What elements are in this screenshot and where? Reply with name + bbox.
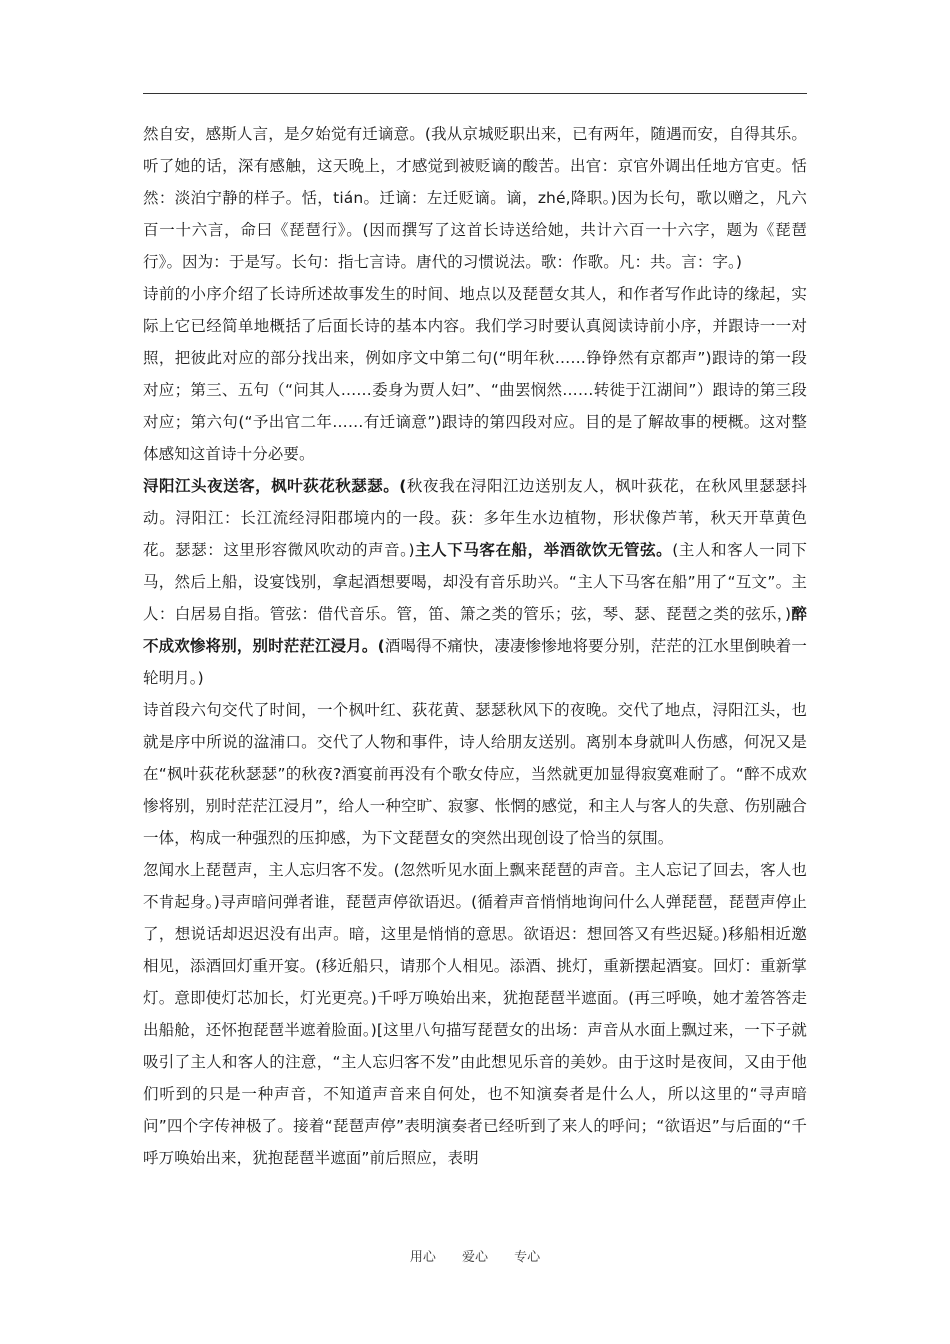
footer-word: 爱心 [461,1250,488,1265]
poem-line: 主人下马客在船，举酒欲饮无管弦。 [414,541,673,559]
document-body [143,118,807,1174]
text-segment: 诗首段六句交代了时间，一个枫叶红、荻花黄、瑟瑟秋风下的夜晚。交代了地点，浔阳江头，也就是序中所说的湓浦口。交代了人物和事件，诗人给朋友送别。离别本身就叫人伤感，何况又是在“枫叶荻花秋瑟瑟”的秋夜?酒宴前再没有个歌女侍应，当然就更加显得寂寞难耐了。“醉不成欢惨将别，别时茫茫江浸月”，给人一种空旷、寂寥、怅惘的感觉，和主人与客人的失意、伤别融合一体，构成一种强烈的压抑感，为下文琵琶女的突然出现创设了恰当的氛围。 [143,701,807,847]
paragraph [143,694,807,854]
page-footer [0,1246,950,1265]
text-segment: 酒喝得不痛快，凄凄惨惨地将要分别，茫茫的江水里倒映着一轮明月。) [143,637,808,687]
poem-line: 浔阳江头夜送客，枫叶荻花秋瑟瑟。( [143,477,407,495]
text-segment: 忽闻水上琵琶声，主人忘归客不发。(忽然听见水面上飘来琵琶的声音。主人忘记了回去，客人也不肯起身。)寻声暗问弹者谁，琵琶声停欲语迟。(循着声音悄悄地询问什么人弹琵琶，琵琶声停止了，想说话却迟迟没有出声。暗，这里是悄悄的意思。欲语迟：想回答又有些迟疑。)移船相近邀相见，添酒回灯重开宴。(移近船只，请那个人相见。添酒、挑灯，重新摆起酒宴。回灯：重新掌灯。意即使灯芯加长，灯光更亮。)千呼万唤始出来，犹抱琵琶半遮面。(再三呼唤，她才羞答答走出船舱，还怀抱琵琶半遮着脸面。)[这里八句描写琵琶女的出场：声音从水面上飘过来，一下子就吸引了主人和客人的注意，“主人忘归客不发”由此想见乐音的美妙。由于这时是夜间，又由于他们听到的只是一种声音，不知道声音来自何处，也不知演奏者是什么人，所以这里的“寻声暗问”四个字传神极了。接着“琵琶声停”表明演奏者已经听到了来人的呼问；“欲语迟”与后面的“千呼万唤始出来，犹抱琵琶半遮面”前后照应，表明 [143,861,807,1167]
text-segment: 秋夜我在浔阳江边送别友人，枫叶荻花，在秋风里瑟瑟抖动。浔阳江：长江流经浔阳郡境内的一段。荻：多年生水边植物，形状像芦苇，秋天开草黄色花。瑟瑟：这里形容微风吹动的声音。) [143,477,807,559]
paragraph [143,470,807,694]
paragraph [143,854,807,1174]
text-segment: 诗前的小序介绍了长诗所述故事发生的时间、地点以及琵琶女其人，和作者写作此诗的缘起，实际上它已经简单地概括了后面长诗的基本内容。我们学习时要认真阅读诗前小序，并跟诗一一对照，把彼此对应的部分找出来，例如序文中第二句(“明年秋……铮铮然有京都声”)跟诗的第一段对应；第三、五句（“问其人……委身为贾人妇”、“曲罢悯然……转徙于江湖间”）跟诗的第三段对应；第六句(“予出官二年……有迁谪意”)跟诗的第四段对应。目的是了解故事的梗概。这对整体感知这首诗十分必要。 [143,285,807,463]
header-rule [143,93,807,94]
poem-line: 醉不成欢惨将别，别时茫茫江浸月。( [143,605,808,655]
paragraph [143,118,807,278]
paragraph [143,278,807,470]
footer-word: 专心 [514,1250,541,1265]
text-segment: 然自安，感斯人言，是夕始觉有迁谪意。(我从京城贬职出来，已有两年，随遇而安，自得其乐。听了她的话，深有感触，这天晚上，才感觉到被贬谪的酸苦。出官：京官外调出任地方官吏。恬然：淡泊宁静的样子。恬，tián。迁谪：左迁贬谪。谪，zhé,降职。)因为长句，歌以赠之，凡六百一十六言，命曰《琵琶行》。(因而撰写了这首长诗送给她，共计六百一十六字，题为《琵琶行》。因为：于是写。长句：指七言诗。唐代的习惯说法。歌：作歌。凡：共。言：字。) [143,125,807,271]
text-segment: (主人和客人一同下马，然后上船，设宴饯别，拿起酒想要喝，却没有音乐助兴。“主人下马客在船”用了“互文”。主人：白居易自指。管弦：借代音乐。管，笛、箫之类的管乐；弦，琴、瑟、琵琶之类的弦乐，) [143,541,807,623]
footer-word: 用心 [409,1250,436,1265]
